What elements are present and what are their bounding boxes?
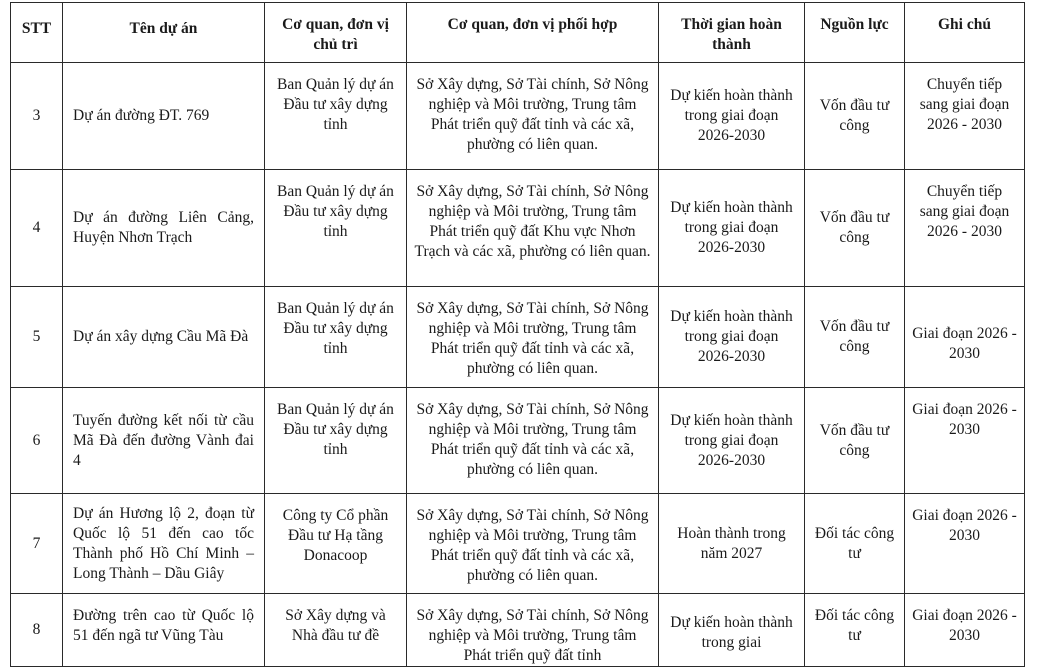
row-resources: Đối tác công tư xyxy=(805,494,905,594)
projects-table xyxy=(10,2,1025,667)
row-coordinating-agency: Sở Xây dựng, Sở Tài chính, Sở Nông nghiệp và Môi trường, Trung tâm Phát triển quỹ đất tỉnh và các xã, phường có liên quan. xyxy=(407,494,659,594)
row-project-name: Dự án xây dựng Cầu Mã Đà xyxy=(63,287,265,388)
table-row xyxy=(11,494,1025,594)
row-stt: 8 xyxy=(11,594,63,667)
row-stt: 6 xyxy=(11,388,63,494)
header-resources: Nguồn lực xyxy=(805,3,905,63)
table-row xyxy=(11,170,1025,287)
row-completion-time: Hoàn thành trong năm 2027 xyxy=(659,494,805,594)
row-project-name: Dự án Hương lộ 2, đoạn từ Quốc lộ 51 đến cao tốc Thành phố Hồ Chí Minh – Long Thành – Dầu Giây xyxy=(63,494,265,594)
row-stt: 5 xyxy=(11,287,63,388)
row-resources: Đối tác công tư xyxy=(805,594,905,667)
row-completion-time: Dự kiến hoàn thành trong giai đoạn 2026-2030 xyxy=(659,63,805,170)
row-lead-agency: Sở Xây dựng và Nhà đầu tư đề xyxy=(265,594,407,667)
table-row xyxy=(11,63,1025,170)
row-coordinating-agency: Sở Xây dựng, Sở Tài chính, Sở Nông nghiệp và Môi trường, Trung tâm Phát triển quỹ đất tỉnh xyxy=(407,594,659,667)
table-row xyxy=(11,594,1025,667)
row-completion-time: Dự kiến hoàn thành trong giai đoạn 2026-2030 xyxy=(659,388,805,494)
row-project-name: Dự án đường ĐT. 769 xyxy=(63,63,265,170)
row-notes: Giai đoạn 2026 - 2030 xyxy=(905,388,1025,494)
row-project-name: Dự án đường Liên Cảng, Huyện Nhơn Trạch xyxy=(63,170,265,287)
row-coordinating-agency: Sở Xây dựng, Sở Tài chính, Sở Nông nghiệp và Môi trường, Trung tâm Phát triển quỹ đất tỉnh và các xã, phường có liên quan. xyxy=(407,287,659,388)
row-project-name: Đường trên cao từ Quốc lộ 51 đến ngã tư Vũng Tàu xyxy=(63,594,265,667)
row-stt: 7 xyxy=(11,494,63,594)
row-resources: Vốn đầu tư công xyxy=(805,170,905,287)
table-row xyxy=(11,388,1025,494)
row-completion-time: Dự kiến hoàn thành trong giai xyxy=(659,594,805,667)
header-completion-time: Thời gian hoàn thành xyxy=(659,3,805,63)
header-project-name: Tên dự án xyxy=(63,3,265,63)
row-stt: 3 xyxy=(11,63,63,170)
header-lead-agency: Cơ quan, đơn vị chủ trì xyxy=(265,3,407,63)
row-notes: Giai đoạn 2026 - 2030 xyxy=(905,494,1025,594)
row-coordinating-agency: Sở Xây dựng, Sở Tài chính, Sở Nông nghiệp và Môi trường, Trung tâm Phát triển quỹ đất Khu vực Nhơn Trạch và các xã, phường có liên quan. xyxy=(407,170,659,287)
row-notes: Giai đoạn 2026 - 2030 xyxy=(905,594,1025,667)
row-lead-agency: Ban Quản lý dự án Đầu tư xây dựng tỉnh xyxy=(265,287,407,388)
row-project-name: Tuyến đường kết nối từ cầu Mã Đà đến đường Vành đai 4 xyxy=(63,388,265,494)
row-resources: Vốn đầu tư công xyxy=(805,287,905,388)
row-completion-time: Dự kiến hoàn thành trong giai đoạn 2026-2030 xyxy=(659,170,805,287)
row-notes: Giai đoạn 2026 - 2030 xyxy=(905,287,1025,388)
row-completion-time: Dự kiến hoàn thành trong giai đoạn 2026-2030 xyxy=(659,287,805,388)
row-lead-agency: Ban Quản lý dự án Đầu tư xây dựng tỉnh xyxy=(265,63,407,170)
row-lead-agency: Ban Quản lý dự án Đầu tư xây dựng tỉnh xyxy=(265,170,407,287)
table-header-row xyxy=(11,3,1025,63)
row-lead-agency: Ban Quản lý dự án Đầu tư xây dựng tỉnh xyxy=(265,388,407,494)
row-resources: Vốn đầu tư công xyxy=(805,388,905,494)
table-row xyxy=(11,287,1025,388)
row-notes: Chuyển tiếp sang giai đoạn 2026 - 2030 xyxy=(905,170,1025,287)
header-coordinating-agency: Cơ quan, đơn vị phối hợp xyxy=(407,3,659,63)
row-coordinating-agency: Sở Xây dựng, Sở Tài chính, Sở Nông nghiệp và Môi trường, Trung tâm Phát triển quỹ đất tỉnh và các xã, phường có liên quan. xyxy=(407,63,659,170)
row-coordinating-agency: Sở Xây dựng, Sở Tài chính, Sở Nông nghiệp và Môi trường, Trung tâm Phát triển quỹ đất tỉnh và các xã, phường có liên quan. xyxy=(407,388,659,494)
header-notes: Ghi chú xyxy=(905,3,1025,63)
row-notes: Chuyển tiếp sang giai đoạn 2026 - 2030 xyxy=(905,63,1025,170)
header-stt: STT xyxy=(11,3,63,63)
row-lead-agency: Công ty Cổ phần Đầu tư Hạ tầng Donacoop xyxy=(265,494,407,594)
row-resources: Vốn đầu tư công xyxy=(805,63,905,170)
row-stt: 4 xyxy=(11,170,63,287)
